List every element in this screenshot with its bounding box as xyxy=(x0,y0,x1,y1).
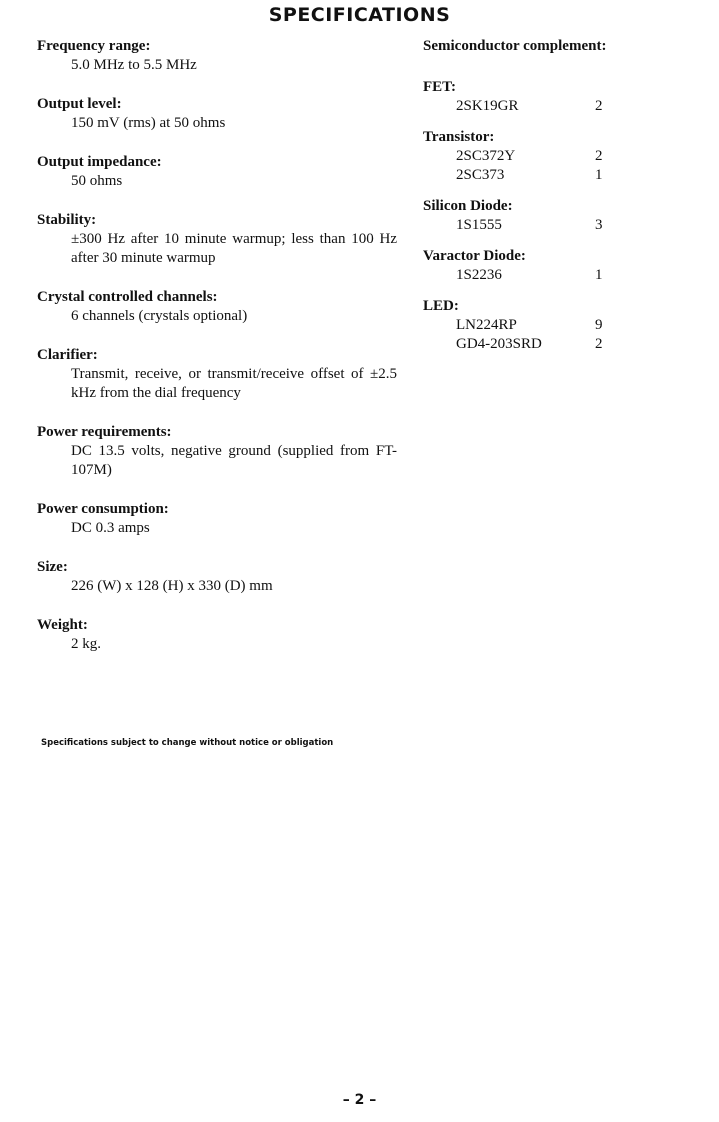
spec-value: 2 kg. xyxy=(71,636,101,652)
spec-size xyxy=(37,558,397,596)
spec-crystal-channels xyxy=(37,288,397,326)
spec-label: Frequency range: xyxy=(37,38,151,54)
part-row xyxy=(423,166,623,185)
group-label: Silicon Diode: xyxy=(423,198,513,214)
semiconductor-title: Semiconductor complement: xyxy=(423,38,607,54)
part-name: 1S2236 xyxy=(456,267,502,283)
spec-value: 226 (W) x 128 (H) x 330 (D) mm xyxy=(71,578,273,594)
spec-power-requirements xyxy=(37,423,397,480)
part-name: 2SC372Y xyxy=(456,148,516,164)
part-name: 1S1555 xyxy=(456,217,502,233)
part-name: LN224RP xyxy=(456,317,517,333)
part-qty: 2 xyxy=(595,98,603,114)
spec-power-consumption xyxy=(37,500,397,538)
part-qty: 2 xyxy=(595,336,603,352)
spec-value: DC 13.5 volts, negative ground (supplied from FT-107M) xyxy=(71,443,397,478)
part-qty: 3 xyxy=(595,217,603,233)
spec-label: Output level: xyxy=(37,96,122,112)
part-name: 2SC373 xyxy=(456,167,505,183)
group-label: Varactor Diode: xyxy=(423,248,526,264)
part-qty: 9 xyxy=(595,317,603,333)
spec-value: Transmit, receive, or transmit/receive offset of ±2.5 kHz from the dial frequency xyxy=(71,366,397,401)
spec-label: Size: xyxy=(37,559,68,575)
part-row xyxy=(423,316,623,335)
group-varactor-diode xyxy=(423,247,623,285)
spec-output-impedance xyxy=(37,153,397,191)
spec-clarifier xyxy=(37,346,397,403)
spec-value: 150 mV (rms) at 50 ohms xyxy=(71,115,226,131)
part-qty: 1 xyxy=(595,267,603,283)
spec-frequency-range xyxy=(37,37,397,75)
spec-value: 50 ohms xyxy=(71,173,123,189)
spec-value: 6 channels (crystals optional) xyxy=(71,308,248,324)
spec-label: Crystal controlled channels: xyxy=(37,289,218,305)
part-row xyxy=(423,216,623,235)
spec-label: Output impedance: xyxy=(37,154,162,170)
part-row xyxy=(423,335,623,354)
spec-label: Stability: xyxy=(37,212,97,228)
part-qty: 2 xyxy=(595,148,603,164)
spec-label: Power requirements: xyxy=(37,424,172,440)
part-name: GD4-203SRD xyxy=(456,336,542,352)
spec-value: 5.0 MHz to 5.5 MHz xyxy=(71,57,197,73)
group-transistor xyxy=(423,128,623,185)
part-row xyxy=(423,147,623,166)
group-label: FET: xyxy=(423,79,457,95)
page-title: SPECIFICATIONS xyxy=(268,4,451,26)
group-silicon-diode xyxy=(423,197,623,235)
spec-stability xyxy=(37,211,397,268)
group-label: LED: xyxy=(423,298,459,314)
spec-label: Power consumption: xyxy=(37,501,169,517)
part-row xyxy=(423,266,623,285)
part-row xyxy=(423,97,623,116)
spec-value: ±300 Hz after 10 minute warmup; less than 100 Hz after 30 minute warmup xyxy=(71,231,397,266)
footnote: Specifications subject to change without notice or obligation xyxy=(41,738,334,748)
semiconductor-complement xyxy=(423,37,623,366)
part-qty: 1 xyxy=(595,167,603,183)
spec-value: DC 0.3 amps xyxy=(71,520,150,536)
group-led xyxy=(423,297,623,354)
spec-label: Clarifier: xyxy=(37,347,98,363)
spec-label: Weight: xyxy=(37,617,88,633)
spec-output-level xyxy=(37,95,397,133)
specifications-list xyxy=(37,37,397,674)
part-name: 2SK19GR xyxy=(456,98,519,114)
group-label: Transistor: xyxy=(423,129,495,145)
page-number: – 2 – xyxy=(342,1092,377,1108)
group-fet xyxy=(423,78,623,116)
spec-weight xyxy=(37,616,397,654)
